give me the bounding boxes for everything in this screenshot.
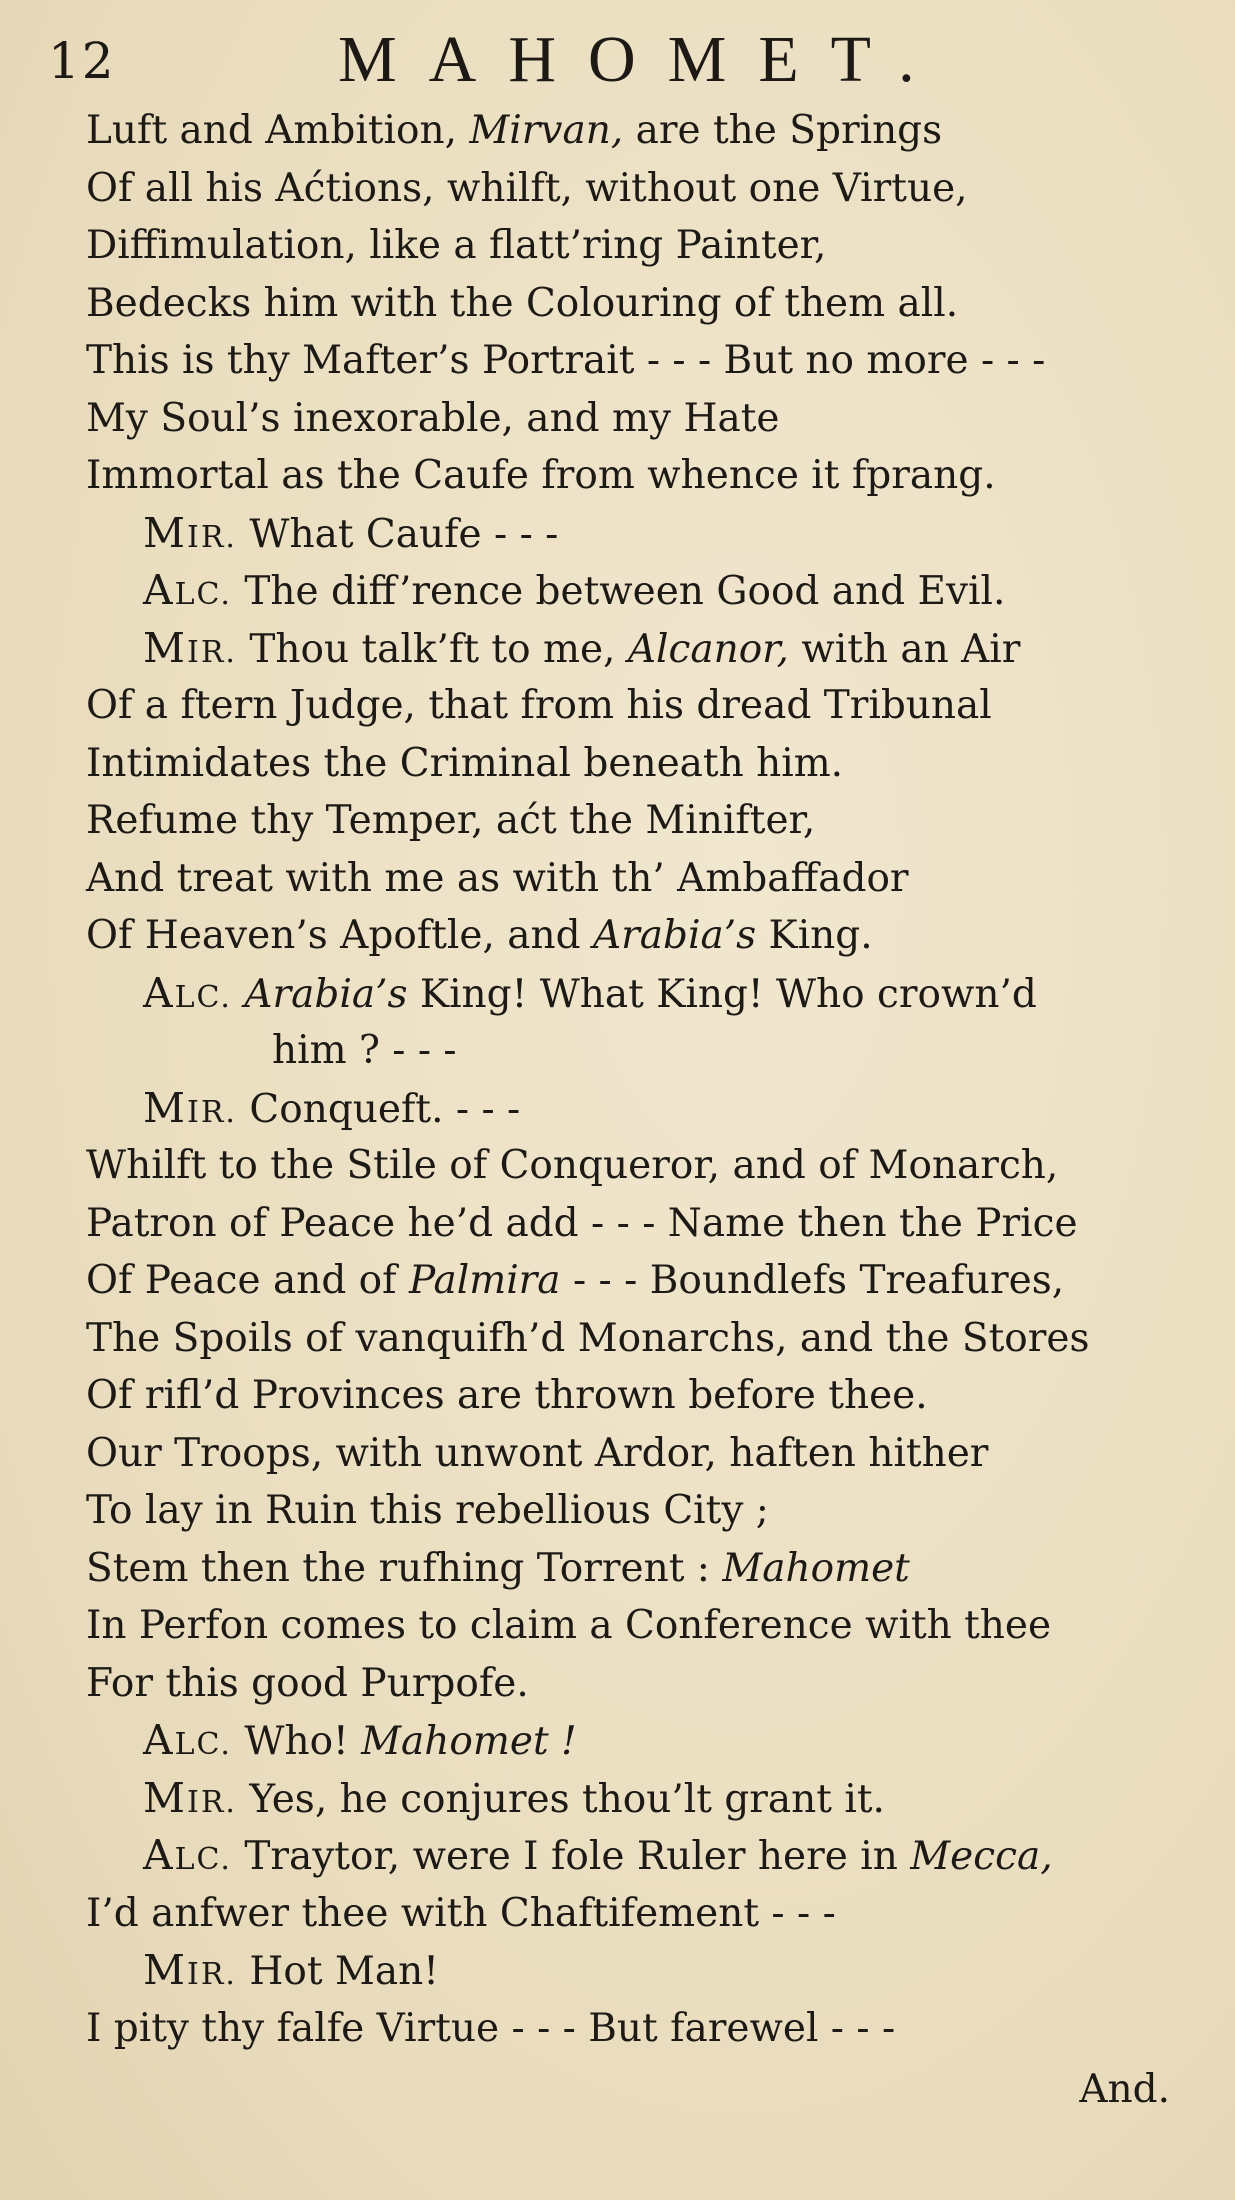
running-title: MAHOMET. (338, 23, 947, 96)
text-segment: Yes, he conjures thou’lt grant it. (249, 1776, 885, 1822)
italic-text: Mahomet ! (361, 1719, 577, 1764)
speech-line (86, 1080, 1196, 1138)
speech-line (86, 965, 1196, 1023)
speaker-initial: M (143, 508, 187, 557)
speaker-initial: M (143, 1946, 187, 1994)
text-segment: Intimidates the Criminal beneath him. (86, 740, 844, 786)
speaker-small-caps: IR. (186, 634, 237, 670)
text-segment: him ? - - - (272, 1028, 457, 1073)
italic-text: Mecca, (910, 1834, 1053, 1879)
verse-line (86, 735, 1196, 793)
text-segment: Whilft to the Stile of Conqueror, and of Monarch, (86, 1143, 1059, 1188)
text-segment: Conqueft. - - - (249, 1086, 521, 1132)
italic-text: Mirvan, (469, 108, 624, 153)
speaker-name (143, 1831, 232, 1879)
speech-line (86, 1942, 1196, 2000)
speaker-initial: M (143, 1773, 187, 1822)
speaker-small-caps: LC. (174, 1842, 232, 1877)
verse-line (86, 1252, 1196, 1310)
text-segment: Immortal as the Caufe from whence it fprang. (86, 453, 996, 498)
text-segment: Bedecks him with the Colouring of them all. (86, 280, 959, 326)
page-number: 12 (48, 32, 116, 90)
text-segment: Patron of Peace he’d add - - - Name then the Price (86, 1200, 1078, 1246)
verse-line (86, 2000, 1196, 2058)
speaker-small-caps: IR. (186, 1957, 237, 1992)
italic-text: Arabia’s (244, 971, 408, 1017)
text-segment: The diff’rence between Good and Evil. (244, 569, 1006, 614)
verse-line (86, 1022, 1196, 1080)
verse-line (86, 1425, 1196, 1483)
speaker-initial: A (143, 1831, 175, 1879)
text-segment: with an Air (788, 626, 1021, 672)
text-segment: Of Peace and of (86, 1258, 409, 1303)
verse-line (86, 1367, 1196, 1425)
verse-line (86, 907, 1196, 965)
text-segment: King. (756, 913, 873, 958)
verse-line (86, 332, 1196, 390)
text-segment: The Spoils of vanquifh’d Monarchs, and the Stores (86, 1315, 1090, 1361)
verse-line (86, 390, 1196, 448)
speaker-name (143, 566, 232, 614)
speaker-initial: M (143, 1083, 187, 1132)
verse-line (86, 677, 1196, 735)
speaker-name (143, 968, 232, 1017)
speaker-small-caps: IR. (186, 519, 237, 555)
verse-line (86, 1310, 1196, 1368)
text-segment: What Caufe - - - (249, 511, 559, 557)
text-segment: I pity thy falfe Virtue - - - But farewel - - - (86, 2005, 896, 2051)
text-segment: I’d anfwer thee with Chaftifement - - - (86, 1890, 836, 1936)
speaker-small-caps: LC. (174, 979, 232, 1015)
text-segment: Who! (244, 1719, 362, 1764)
italic-text: Alcanor, (627, 626, 789, 672)
text-segment: King! What King! Who crown’d (407, 971, 1037, 1017)
text-segment: Our Troops, with unwont Ardor, haften hither (86, 1430, 989, 1476)
speaker-small-caps: IR. (186, 1784, 237, 1820)
verse-line (86, 1597, 1196, 1655)
verse-line (86, 160, 1196, 218)
verse-line (86, 217, 1196, 275)
text-segment: This is thy Mafter’s Portrait - - - But no more - - - (86, 338, 1046, 383)
text-segment: Stem then the rufhing Torrent : (86, 1545, 723, 1591)
text-segment: Of Heaven’s Apoftle, and (86, 913, 593, 958)
speaker-name (143, 623, 237, 672)
speaker-initial: M (143, 623, 187, 672)
speaker-name (143, 508, 237, 557)
page-header (48, 22, 968, 96)
verse-line (86, 447, 1196, 505)
verse-line (86, 1482, 1196, 1540)
speaker-small-caps: LC. (174, 577, 232, 612)
text-segment: For this good Purpofe. (86, 1660, 529, 1706)
text-segment: - - - Boundlefs Treafures, (560, 1258, 1065, 1303)
speaker-initial: A (143, 1716, 175, 1764)
verse-line (86, 1137, 1196, 1195)
speech-line (86, 620, 1196, 678)
verse-line (86, 275, 1196, 333)
verse-line (86, 1540, 1196, 1598)
text-segment: Refume thy Temper, aćt the Minifter, (86, 798, 816, 843)
speaker-name (143, 1946, 237, 1994)
text-segment: Of rifl’d Provinces are thrown before thee. (86, 1373, 928, 1418)
text-segment: are the Springs (623, 108, 943, 153)
speaker-initial: A (143, 566, 175, 614)
verse-line (86, 792, 1196, 850)
speech-line (86, 505, 1196, 563)
catchword: And. (1079, 2067, 1170, 2112)
text-segment: In Perfon comes to claim a Conference with thee (86, 1603, 1052, 1648)
verse-line (86, 1655, 1196, 1713)
text-segment: Of all his Aćtions, whilft, without one Virtue, (86, 165, 968, 211)
speech-line (86, 1827, 1196, 1885)
speaker-small-caps: LC. (174, 1727, 232, 1762)
italic-text: Palmira (409, 1258, 561, 1303)
text-segment: Diffimulation, like a flatt’ring Painter, (86, 223, 827, 268)
verse-line (86, 1885, 1196, 1943)
text-segment: And treat with me as with th’ Ambaffador (86, 855, 909, 901)
verse-line (86, 1195, 1196, 1253)
italic-text: Mahomet (722, 1545, 910, 1591)
speech-line (86, 1770, 1196, 1828)
text-segment: To lay in Ruin this rebellious City ; (86, 1488, 769, 1533)
text-segment: My Soul’s inexorable, and my Hate (86, 395, 780, 441)
verse-line (86, 850, 1196, 908)
speech-line (86, 562, 1196, 620)
text-segment: Thou talk’ft to me, (249, 626, 628, 672)
speaker-name (143, 1773, 237, 1822)
verse-line (86, 102, 1196, 160)
speaker-initial: A (143, 968, 175, 1017)
text-segment: Traytor, were I fole Ruler here in (244, 1834, 911, 1879)
speaker-name (143, 1083, 237, 1132)
speaker-small-caps: IR. (186, 1094, 237, 1130)
text-segment: Hot Man! (249, 1949, 439, 1994)
text-segment: Of a ftern Judge, that from his dread Tribunal (86, 683, 992, 728)
speaker-name (143, 1716, 232, 1764)
text-segment: Luft and Ambition, (86, 108, 470, 153)
italic-text: Arabia’s (592, 913, 757, 958)
speech-line (86, 1712, 1196, 1770)
play-text (86, 102, 1196, 2119)
